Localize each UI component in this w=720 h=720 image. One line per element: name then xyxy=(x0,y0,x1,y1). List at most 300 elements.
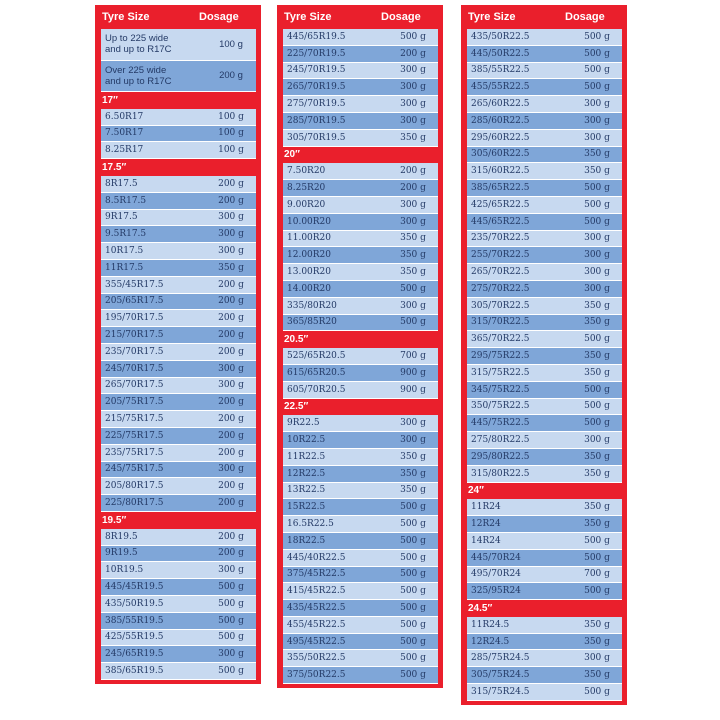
table-row xyxy=(283,483,438,500)
table-row xyxy=(467,214,622,231)
table-row xyxy=(467,516,622,533)
tyre-size-cell: 285/75R24.5 xyxy=(471,653,530,664)
tyre-size-cell: 385/65R22.5 xyxy=(471,183,530,194)
table-row xyxy=(467,567,622,584)
rim-size-section-label: 20.5″ xyxy=(284,334,309,346)
table-row xyxy=(283,214,438,231)
dosage-cell: 350 g xyxy=(584,149,610,160)
tyre-size-cell: 275/80R22.5 xyxy=(471,435,530,446)
tyre-size-cell: 315/70R22.5 xyxy=(471,317,530,328)
tyre-size-cell: 355/50R22.5 xyxy=(287,653,346,664)
table-row xyxy=(101,327,256,344)
dosage-cell: 900 g xyxy=(400,384,426,395)
dosage-cell: 200 g xyxy=(218,481,244,492)
tyre-size-cell: 10.00R20 xyxy=(287,216,331,227)
tyre-size-cell: 7.50R17 xyxy=(105,128,144,139)
tyre-size-cell: 11R22.5 xyxy=(287,451,326,462)
dosage-cell: 200 g xyxy=(400,166,426,177)
table-row xyxy=(283,533,438,550)
dosage-cell: 300 g xyxy=(218,565,244,576)
table-row xyxy=(283,247,438,264)
tyre-size-cell: 445/70R24 xyxy=(471,552,521,563)
dosage-cell: 500 g xyxy=(400,317,426,328)
dosage-cell: 500 g xyxy=(218,582,244,592)
table-row xyxy=(283,197,438,214)
column-header xyxy=(95,5,261,29)
tyre-size-cell: 235/75R17.5 xyxy=(105,447,164,458)
dosage-cell: 300 g xyxy=(400,300,426,311)
table-row xyxy=(283,365,438,382)
tyre-size-cell: 305/60R22.5 xyxy=(471,149,530,160)
table-row xyxy=(283,130,438,147)
table-row xyxy=(101,394,256,411)
tyre-size-cell: 365/85R20 xyxy=(287,317,337,328)
dosage-cell: 350 g xyxy=(400,233,426,244)
tyre-size-cell: 245/70R19.5 xyxy=(287,65,346,76)
dosage-cell: 500 g xyxy=(400,31,426,42)
tyre-size-cell: 445/40R22.5 xyxy=(287,552,346,563)
dosage-cell: 100 g xyxy=(218,128,244,139)
table-row xyxy=(467,113,622,130)
tyre-size-cell: 215/75R17.5 xyxy=(105,414,164,425)
table-row xyxy=(101,630,256,647)
dosage-cell: 100 g xyxy=(219,38,243,50)
tyre-size-cell: 315/80R22.5 xyxy=(471,468,530,479)
dosage-cell: 200 g xyxy=(218,346,244,357)
tyre-size-cell: 215/70R17.5 xyxy=(105,330,164,341)
table-row xyxy=(101,126,256,143)
tyre-size-header: Tyre Size xyxy=(468,11,516,23)
dosage-cell: 500 g xyxy=(400,535,426,546)
tyre-size-cell: 15R22.5 xyxy=(287,502,326,513)
dosage-cell: 350 g xyxy=(400,451,426,462)
dosage-table-column xyxy=(277,5,443,688)
table-row xyxy=(101,310,256,327)
tyre-size-cell: 375/50R22.5 xyxy=(287,670,346,681)
tyre-size-cell: 415/45R22.5 xyxy=(287,586,346,597)
table-row xyxy=(283,650,438,667)
table-row xyxy=(283,499,438,516)
table-row xyxy=(283,113,438,130)
tyre-size-cell: 605/70R20.5 xyxy=(287,384,346,395)
dosage-cell: 500 g xyxy=(400,283,426,294)
table-row xyxy=(283,96,438,113)
tyre-size-cell: 8R19.5 xyxy=(105,531,138,542)
dosage-cell: 350 g xyxy=(400,132,426,143)
table-row xyxy=(283,298,438,315)
table-row xyxy=(283,163,438,180)
tyre-size-cell: 11.00R20 xyxy=(287,233,331,244)
table-row xyxy=(467,315,622,332)
table-row xyxy=(101,529,256,546)
table-row xyxy=(467,63,622,80)
table-row xyxy=(283,600,438,617)
tyre-size-cell: 255/70R22.5 xyxy=(471,250,530,261)
table-row xyxy=(467,399,622,416)
table-row xyxy=(467,147,622,164)
tyre-size-cell: 10R19.5 xyxy=(105,565,144,576)
table-row xyxy=(467,281,622,298)
table-row xyxy=(101,176,256,193)
table-row xyxy=(101,378,256,395)
table-row xyxy=(283,180,438,197)
dosage-cell: 300 g xyxy=(218,380,244,391)
table-row xyxy=(101,478,256,495)
tyre-size-cell: 315/60R22.5 xyxy=(471,166,530,177)
dosage-table-column xyxy=(95,5,261,684)
dosage-cell: 200 g xyxy=(400,48,426,59)
dosage-cell: 350 g xyxy=(584,502,610,513)
table-row xyxy=(101,243,256,260)
tyre-size-cell: 275/70R19.5 xyxy=(287,99,346,110)
table-row xyxy=(101,277,256,294)
table-row xyxy=(283,415,438,432)
table-row xyxy=(101,29,256,61)
dosage-cell: 500 g xyxy=(584,686,610,697)
dosage-cell: 350 g xyxy=(584,519,610,529)
tyre-size-cell: 275/70R22.5 xyxy=(471,283,530,294)
dosage-cell: 300 g xyxy=(584,132,610,143)
dosage-cell: 500 g xyxy=(400,653,426,664)
tyre-size-cell: 245/75R17.5 xyxy=(105,464,164,475)
table-row xyxy=(101,294,256,311)
table-row xyxy=(467,650,622,667)
table-row xyxy=(467,348,622,365)
dosage-cell: 200 g xyxy=(218,397,244,408)
dosage-cell: 500 g xyxy=(584,183,610,194)
table-row xyxy=(467,617,622,634)
tyre-size-cell: 205/80R17.5 xyxy=(105,481,164,492)
tyre-size-cell: 235/70R22.5 xyxy=(471,233,530,244)
table-row xyxy=(283,231,438,248)
dosage-cell: 350 g xyxy=(584,619,610,630)
table-row xyxy=(467,634,622,651)
table-row xyxy=(283,382,438,399)
tyre-size-cell: 325/95R24 xyxy=(471,586,521,597)
tyre-size-cell: 295/75R22.5 xyxy=(471,351,530,362)
dosage-cell: 500 g xyxy=(584,552,610,563)
dosage-cell: 500 g xyxy=(584,199,610,210)
table-row xyxy=(467,667,622,684)
tyre-size-cell: 305/70R19.5 xyxy=(287,132,346,143)
dosage-cell: 200 g xyxy=(218,279,244,290)
table-row xyxy=(283,46,438,63)
dosage-header: Dosage xyxy=(199,11,239,23)
tyre-size-cell: 8.25R17 xyxy=(105,145,144,156)
dosage-cell: 300 g xyxy=(400,115,426,126)
tyre-size-cell: 10R22.5 xyxy=(287,435,326,446)
dosage-cell: 700 g xyxy=(584,569,610,580)
tyre-size-cell: 285/70R19.5 xyxy=(287,115,346,126)
tyre-size-cell: 205/75R17.5 xyxy=(105,397,164,408)
tyre-size-cell: 455/55R22.5 xyxy=(471,82,530,93)
dosage-cell: 350 g xyxy=(400,250,426,261)
table-row xyxy=(283,315,438,332)
dosage-cell: 200 g xyxy=(218,195,244,206)
tyre-size-cell: 9R19.5 xyxy=(105,548,138,559)
tyre-size-cell: 16.5R22.5 xyxy=(287,519,334,529)
dosage-cell: 350 g xyxy=(584,451,610,462)
dosage-cell: 500 g xyxy=(584,65,610,76)
tyre-size-cell: 375/45R22.5 xyxy=(287,569,346,580)
table-row xyxy=(467,29,622,46)
table-row xyxy=(467,96,622,113)
tyre-size-cell: 9.5R17.5 xyxy=(105,229,147,240)
dosage-cell: 500 g xyxy=(218,632,244,643)
table-row xyxy=(283,550,438,567)
dosage-cell: 350 g xyxy=(584,367,610,378)
table-row xyxy=(101,462,256,479)
table-row xyxy=(101,193,256,210)
tyre-size-cell: 315/75R24.5 xyxy=(471,686,530,697)
dosage-cell: 100 g xyxy=(218,145,244,156)
dosage-cell: 200 g xyxy=(218,313,244,324)
dosage-cell: 200 g xyxy=(218,430,244,441)
table-row xyxy=(467,684,622,701)
dosage-cell: 500 g xyxy=(400,602,426,613)
tyre-size-cell: 14R24 xyxy=(471,535,501,546)
table-row xyxy=(283,667,438,684)
dosage-cell: 350 g xyxy=(584,317,610,328)
dosage-cell: 500 g xyxy=(400,670,426,681)
table-row xyxy=(101,562,256,579)
tyre-size-cell: 315/75R22.5 xyxy=(471,367,530,378)
table-row xyxy=(101,495,256,512)
tyre-size-cell: 18R22.5 xyxy=(287,535,326,546)
tyre-size-cell: 9R22.5 xyxy=(287,418,320,429)
dosage-cell: 200 g xyxy=(218,531,244,542)
tyre-size-cell: 11R17.5 xyxy=(105,262,144,273)
tyre-size-cell: Up to 225 wide and up to R17C xyxy=(105,33,172,56)
tyre-size-cell: 10R17.5 xyxy=(105,246,144,257)
table-row xyxy=(101,663,256,680)
table-row xyxy=(467,130,622,147)
dosage-cell: 350 g xyxy=(584,468,610,479)
dosage-cell: 300 g xyxy=(584,99,610,110)
dosage-cell: 200 g xyxy=(219,70,243,82)
table-row xyxy=(467,264,622,281)
dosage-cell: 300 g xyxy=(400,435,426,446)
dosage-cell: 300 g xyxy=(400,216,426,227)
table-row xyxy=(467,432,622,449)
dosage-cell: 500 g xyxy=(584,31,610,42)
dosage-cell: 300 g xyxy=(218,649,244,660)
dosage-cell: 500 g xyxy=(400,619,426,630)
table-row xyxy=(283,567,438,584)
tyre-size-cell: 245/65R19.5 xyxy=(105,649,164,660)
dosage-cell: 500 g xyxy=(218,665,244,676)
table-row xyxy=(101,646,256,663)
dosage-cell: 200 g xyxy=(400,183,426,194)
table-row xyxy=(467,466,622,483)
tyre-size-cell: 9R17.5 xyxy=(105,212,138,223)
tyre-size-cell: 205/65R17.5 xyxy=(105,296,164,307)
tyre-size-cell: 385/65R19.5 xyxy=(105,665,164,676)
dosage-cell: 500 g xyxy=(584,334,610,345)
dosage-cell: 350 g xyxy=(584,300,610,311)
dosage-cell: 300 g xyxy=(584,115,610,126)
dosage-cell: 300 g xyxy=(584,267,610,278)
table-row xyxy=(283,348,438,365)
dosage-cell: 500 g xyxy=(584,418,610,429)
table-row xyxy=(283,583,438,600)
tyre-size-cell: 7.50R20 xyxy=(287,166,326,177)
table-row xyxy=(467,231,622,248)
dosage-cell: 300 g xyxy=(584,283,610,294)
dosage-cell: 350 g xyxy=(218,262,244,273)
column-header xyxy=(277,5,443,29)
dosage-cell: 300 g xyxy=(584,435,610,446)
tyre-size-cell: 11R24 xyxy=(471,502,501,513)
tyre-size-cell: 305/70R22.5 xyxy=(471,300,530,311)
rim-size-section-label: 24.5″ xyxy=(468,602,493,614)
table-row xyxy=(467,449,622,466)
dosage-cell: 300 g xyxy=(400,418,426,429)
table-row xyxy=(467,415,622,432)
table-row xyxy=(101,546,256,563)
dosage-cell: 500 g xyxy=(400,586,426,597)
tyre-size-cell: 12R24 xyxy=(471,519,501,529)
tyre-size-header: Tyre Size xyxy=(284,11,332,23)
tyre-size-cell: 195/70R17.5 xyxy=(105,313,164,324)
dosage-cell: 200 g xyxy=(218,414,244,425)
table-row xyxy=(101,613,256,630)
dosage-cell: 350 g xyxy=(400,267,426,278)
tyre-size-cell: 225/70R19.5 xyxy=(287,48,346,59)
tyre-size-cell: 350/75R22.5 xyxy=(471,401,530,412)
dosage-cell: 350 g xyxy=(584,351,610,362)
dosage-cell: 500 g xyxy=(584,535,610,546)
table-row xyxy=(283,634,438,651)
table-row xyxy=(283,29,438,46)
dosage-cell: 200 g xyxy=(218,178,244,189)
dosage-cell: 500 g xyxy=(400,569,426,580)
tyre-size-cell: 295/80R22.5 xyxy=(471,451,530,462)
tyre-size-cell: 265/70R19.5 xyxy=(287,82,346,93)
tyre-size-cell: 225/80R17.5 xyxy=(105,498,164,509)
tyre-size-cell: 495/70R24 xyxy=(471,569,521,580)
dosage-cell: 700 g xyxy=(400,351,426,362)
dosage-cell: 300 g xyxy=(400,199,426,210)
tyre-size-cell: 13.00R20 xyxy=(287,267,331,278)
table-row xyxy=(283,516,438,533)
dosage-cell: 100 g xyxy=(218,111,244,122)
tyre-size-cell: 445/75R22.5 xyxy=(471,418,530,429)
tyre-size-cell: 525/65R20.5 xyxy=(287,351,346,362)
dosage-cell: 900 g xyxy=(400,367,426,378)
tyre-size-cell: 455/45R22.5 xyxy=(287,619,346,630)
table-row xyxy=(101,61,256,93)
dosage-cell: 300 g xyxy=(218,363,244,374)
dosage-cell: 300 g xyxy=(218,212,244,223)
dosage-table-column xyxy=(461,5,627,705)
table-row xyxy=(101,596,256,613)
tyre-size-cell: 9.00R20 xyxy=(287,199,326,210)
table-row xyxy=(101,361,256,378)
dosage-cell: 350 g xyxy=(584,166,610,177)
tyre-size-cell: 265/70R22.5 xyxy=(471,267,530,278)
tyre-size-cell: 385/55R22.5 xyxy=(471,65,530,76)
table-row xyxy=(467,79,622,96)
table-row xyxy=(467,331,622,348)
tyre-size-cell: 385/55R19.5 xyxy=(105,615,164,626)
dosage-cell: 300 g xyxy=(584,250,610,261)
tyre-size-header: Tyre Size xyxy=(102,11,150,23)
tyre-size-cell: 13R22.5 xyxy=(287,485,326,496)
tyre-size-cell: 615/65R20.5 xyxy=(287,367,346,378)
table-row xyxy=(101,411,256,428)
rim-size-section-label: 22.5″ xyxy=(284,401,309,413)
dosage-cell: 500 g xyxy=(584,384,610,395)
tyre-size-cell: 305/75R24.5 xyxy=(471,670,530,681)
table-row xyxy=(467,247,622,264)
tyre-size-cell: 355/45R17.5 xyxy=(105,279,164,290)
dosage-cell: 300 g xyxy=(584,653,610,664)
dosage-cell: 500 g xyxy=(584,401,610,412)
table-row xyxy=(467,180,622,197)
table-row xyxy=(101,428,256,445)
table-row xyxy=(283,63,438,80)
tyre-size-cell: 495/45R22.5 xyxy=(287,636,346,647)
tyre-size-cell: 265/70R17.5 xyxy=(105,380,164,391)
table-row xyxy=(467,583,622,600)
table-row xyxy=(467,197,622,214)
dosage-cell: 300 g xyxy=(218,464,244,475)
dosage-cell: 200 g xyxy=(218,548,244,559)
tyre-size-cell: 435/45R22.5 xyxy=(287,602,346,613)
rim-size-section-label: 17.5″ xyxy=(102,162,127,174)
dosage-cell: 500 g xyxy=(584,216,610,227)
tyre-size-cell: 365/70R22.5 xyxy=(471,334,530,345)
dosage-cell: 300 g xyxy=(218,229,244,240)
table-row xyxy=(283,449,438,466)
table-row xyxy=(101,579,256,596)
tyre-size-cell: 225/75R17.5 xyxy=(105,430,164,441)
dosage-cell: 300 g xyxy=(400,99,426,110)
table-row xyxy=(101,260,256,277)
tyre-size-cell: 285/60R22.5 xyxy=(471,115,530,126)
table-row xyxy=(467,499,622,516)
column-header xyxy=(461,5,627,29)
dosage-cell: 500 g xyxy=(400,519,426,529)
table-row xyxy=(283,466,438,483)
tyre-size-cell: 12R24.5 xyxy=(471,636,510,647)
table-row xyxy=(467,533,622,550)
dosage-cell: 300 g xyxy=(400,82,426,93)
tyre-size-cell: 445/45R19.5 xyxy=(105,582,164,592)
rim-size-section-label: 24″ xyxy=(468,485,484,497)
tyre-size-cell: 435/50R19.5 xyxy=(105,598,164,609)
dosage-cell: 350 g xyxy=(400,468,426,479)
dosage-cell: 500 g xyxy=(584,48,610,59)
dosage-cell: 500 g xyxy=(400,502,426,513)
table-row xyxy=(467,550,622,567)
table-row xyxy=(101,210,256,227)
tyre-size-cell: 445/65R19.5 xyxy=(287,31,346,42)
table-row xyxy=(101,344,256,361)
dosage-header: Dosage xyxy=(565,11,605,23)
tyre-size-cell: Over 225 wide and up to R17C xyxy=(105,64,172,87)
tyre-size-cell: 265/60R22.5 xyxy=(471,99,530,110)
dosage-cell: 350 g xyxy=(400,485,426,496)
table-row xyxy=(283,432,438,449)
tyre-size-cell: 12.00R20 xyxy=(287,250,331,261)
tyre-size-cell: 295/60R22.5 xyxy=(471,132,530,143)
dosage-cell: 500 g xyxy=(584,586,610,597)
dosage-cell: 350 g xyxy=(584,636,610,647)
table-row xyxy=(467,46,622,63)
dosage-cell: 500 g xyxy=(400,636,426,647)
